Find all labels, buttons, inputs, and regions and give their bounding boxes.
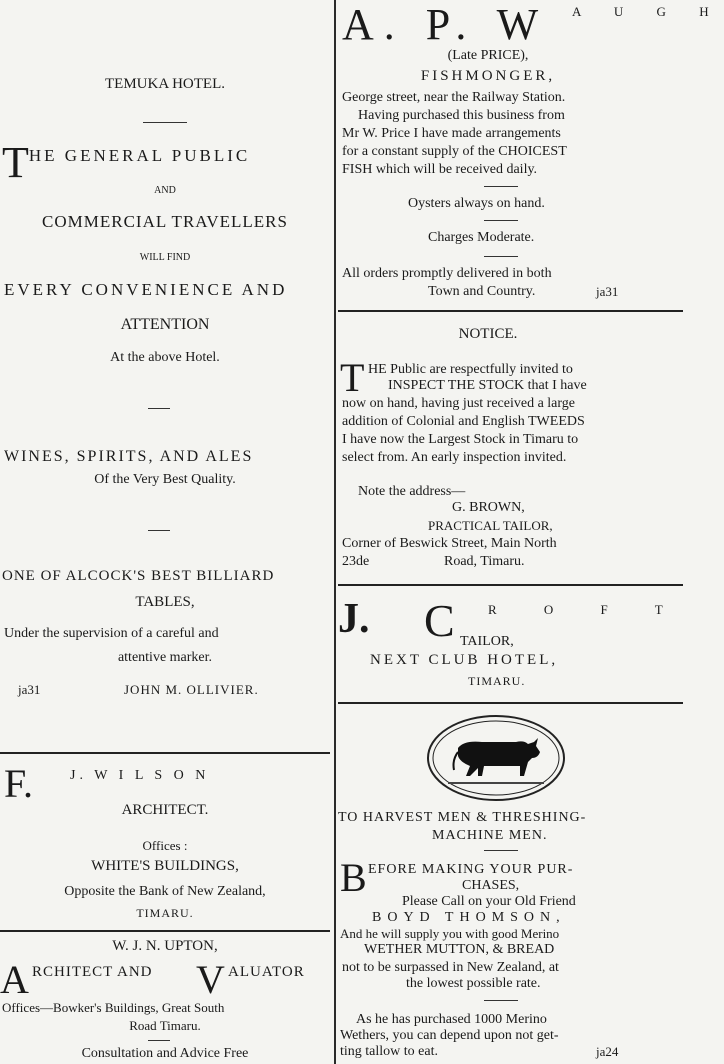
waugh-oysters: Oysters always on hand. [408, 196, 545, 211]
notice-l3: now on hand, having just received a large [342, 396, 576, 411]
short-rule [143, 122, 187, 123]
thomson-l10: Wethers, you can depend upon not get- [340, 1028, 559, 1043]
section-rule [338, 310, 683, 312]
waugh-l5: FISH which will be received daily. [342, 162, 538, 177]
and-text: AND [154, 185, 176, 196]
upton-consult: Consultation and Advice Free [81, 1046, 249, 1061]
wilson-city: TIMARU. [136, 906, 194, 920]
thomson-l1: EFORE MAKING YOUR PUR- [368, 862, 574, 877]
wilson-name: J. W I L S O N [70, 768, 210, 783]
section-rule [338, 702, 683, 704]
waugh-charges: Charges Moderate. [428, 230, 535, 245]
wilson-address: Opposite the Bank of New Zealand, [64, 884, 266, 899]
billiard-line2: TABLES, [135, 594, 195, 610]
thomson-l6: WETHER MUTTON, & BREAD [364, 942, 555, 957]
wilson-building: WHITE'S BUILDINGS, [91, 858, 239, 874]
croft-city: TIMARU. [468, 674, 526, 688]
upton-offices1: Offices—Bowker's Buildings, Great South [2, 1000, 225, 1015]
section-rule [338, 584, 683, 586]
thomson-l3: Please Call on your Old Friend [402, 894, 576, 909]
bull-illustration [424, 712, 568, 804]
upton-offices2: Road Timaru. [129, 1018, 201, 1033]
wines-subtitle: Of the Very Best Quality. [94, 472, 236, 487]
section-rule [0, 930, 330, 932]
notice-l4: addition of Colonial and English TWEEDS [342, 414, 585, 429]
temuka-proprietor: JOHN M. OLLIVIER. [124, 682, 259, 697]
thomson-code: ja24 [596, 1044, 619, 1059]
wilson-offices: Offices : [142, 838, 188, 853]
supervision-line2: attentive marker. [117, 650, 213, 665]
temuka-code: ja31 [18, 682, 41, 697]
waugh-trade: FISHMONGER, [420, 68, 556, 84]
croft-c: C [424, 595, 455, 646]
croft-rest: R O F T [488, 602, 685, 617]
waugh-l3: Mr W. Price I have made arrangements [342, 126, 561, 141]
upton-name: W. J. N. UPTON, [112, 938, 218, 954]
thomson-l5: And he will supply you with good Merino [340, 926, 560, 941]
short-rule [484, 256, 518, 257]
thomson-l9: As he has purchased 1000 Merino [356, 1012, 547, 1027]
waugh-orders1: All orders promptly delivered in both [342, 266, 552, 281]
thomson-l4: BOYD THOMSON, [372, 910, 566, 925]
waugh-late: (Late PRICE), [447, 48, 529, 63]
notice-l2: INSPECT THE STOCK that I have [388, 378, 587, 393]
croft-next: NEXT CLUB HOTEL, [370, 652, 559, 668]
bull-icon [448, 738, 544, 784]
billiard-line1: ONE OF ALCOCK'S BEST BILLIARD [2, 568, 275, 584]
waugh-l2: Having purchased this business from [358, 108, 565, 123]
column-divider [334, 0, 336, 1064]
thomson-l11: ting tallow to eat. [340, 1044, 438, 1059]
short-rule [148, 1040, 170, 1041]
temuka-title: TEMUKA HOTEL. [105, 76, 225, 92]
short-rule [484, 850, 518, 851]
waugh-l1: George street, near the Railway Station. [342, 90, 566, 105]
notice-corner1: Corner of Beswick Street, Main North [342, 536, 557, 551]
thomson-h1: TO HARVEST MEN & THRESHING- [338, 810, 587, 825]
wines-spirits: WINES, SPIRITS, AND ALES [4, 448, 254, 465]
thomson-l2: CHASES, [462, 878, 520, 893]
notice-title: NOTICE. [458, 326, 518, 342]
at-above-hotel: At the above Hotel. [110, 350, 220, 365]
drop-cap-t: T [2, 138, 29, 187]
waugh-orders2: Town and Country. [428, 284, 536, 299]
thomson-h2: MACHINE MEN. [432, 828, 548, 843]
left-column: TEMUKA HOTEL. T HE GENERAL PUBLIC AND COMMERCIAL TRAVELLERS WILL FIND EVERY CONVENIENCE AND ATTENTION At the above Hotel. WINES, SPIRITS, AND ALES Of the Very Best Quality. ONE OF ALCOCK'S BEST BILLIARD TABLES, Under the supervision of a careful and attentive marker. ja31 JOHN M. OLLIVIER. F. J. W I L S O N ARCHITECT. Offices : WHITE'S BUILDINGS, Opposite the Bank of New Zealand, TIMARU. W. J. N. UPTON, A RCHITECT AND V ALUATOR Offices—Bowker's Buildings, Great South Road Timaru. Consultation and Advice Free [0, 0, 330, 1064]
attention: ATTENTION [120, 316, 210, 333]
wilson-initial: F. [4, 761, 34, 806]
croft-trade: TAILOR, [460, 634, 514, 649]
short-rule [484, 220, 518, 221]
every-convenience: EVERY CONVENIENCE AND [4, 280, 288, 299]
waugh-initials: A. P. W [342, 0, 549, 49]
notice-name: G. BROWN, [452, 500, 525, 515]
wilson-role: ARCHITECT. [121, 802, 209, 818]
drop-cap-t: T [340, 355, 365, 400]
thomson-l7: not to be surpassed in New Zealand, at [342, 960, 559, 975]
thomson-l8: the lowest possible rate. [406, 976, 541, 991]
notice-corner2: Road, Timaru. [444, 554, 525, 569]
waugh-rest: A U G H [572, 4, 724, 19]
section-rule [0, 752, 330, 754]
notice-l6: select from. An early inspection invited. [342, 450, 567, 465]
right-column [338, 0, 724, 1064]
notice-note: Note the address— [358, 484, 466, 499]
croft-j: J. [338, 596, 370, 642]
temuka-general-public: T HE GENERAL PUBLIC [2, 138, 251, 187]
waugh-l4: for a constant supply of the CHOICEST [342, 144, 567, 159]
short-rule [484, 1000, 518, 1001]
notice-code: 23de [342, 554, 370, 569]
short-rule [148, 530, 170, 531]
notice-l1: HE Public are respectfully invited to [368, 362, 573, 377]
short-rule [148, 408, 170, 409]
drop-cap-b: B [340, 855, 367, 900]
notice-l5: I have now the Largest Stock in Timaru to [342, 432, 579, 447]
short-rule [484, 186, 518, 187]
will-find: WILL FIND [139, 252, 191, 263]
commercial-travellers: COMMERCIAL TRAVELLERS [42, 212, 288, 231]
supervision-line1: Under the supervision of a careful and [4, 626, 219, 641]
waugh-code: ja31 [596, 284, 619, 299]
notice-trade: PRACTICAL TAILOR, [428, 518, 553, 533]
